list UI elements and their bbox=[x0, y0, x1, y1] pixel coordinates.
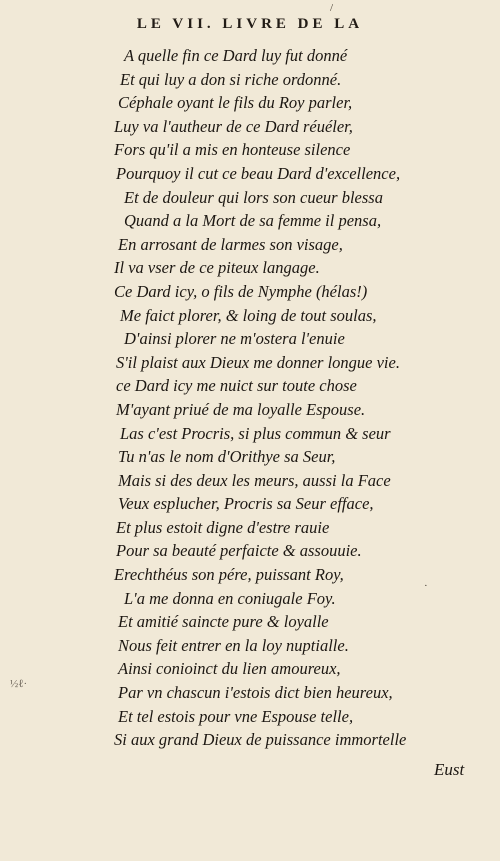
verse-line: Et qui luy a don si riche ordonné. bbox=[120, 69, 342, 89]
verse-line: Las c'est Procris, si plus commun & seur bbox=[120, 423, 391, 443]
verse-line: Céphale oyant le fils du Roy parler, bbox=[118, 93, 353, 113]
catchword: Eust bbox=[434, 760, 465, 779]
verse-line: M'ayant priué de ma loyalle Espouse. bbox=[116, 399, 366, 419]
verse-line: Ainsi conioinct du lien amoureux, bbox=[118, 659, 341, 679]
verse-line: Et plus estoit digne d'estre rauie bbox=[116, 517, 330, 537]
verse-line: Et tel estois pour vne Espouse telle, bbox=[118, 706, 354, 726]
verse-line: S'il plaist aux Dieux me donner longue vie. bbox=[116, 352, 400, 372]
verse-line: Me faict plorer, & loing de tout soulas, bbox=[120, 305, 377, 325]
verse-line: Par vn chascun i'estois dict bien heureux, bbox=[118, 683, 393, 703]
verse-line: D'ainsi plorer ne m'ostera l'enuie bbox=[124, 329, 345, 349]
margin-annotation: ½ℓ· bbox=[10, 678, 28, 690]
verse-block bbox=[114, 44, 494, 752]
verse-line: ce Dard icy me nuict sur toute chose bbox=[116, 376, 357, 396]
verse-line: Pourquoy il cut ce beau Dard d'excellence, bbox=[116, 163, 401, 183]
verse-line: Quand a la Mort de sa femme il pensa, bbox=[124, 211, 382, 231]
running-title: LE VII. LIVRE DE LA bbox=[136, 16, 364, 32]
verse-line: Fors qu'il a mis en honteuse silence bbox=[114, 140, 351, 160]
verse-line: A quelle fin ce Dard luy fut donné bbox=[124, 46, 348, 65]
verse-line: Ce Dard icy, o fils de Nymphe (hélas!) bbox=[114, 281, 368, 301]
verse-line: Et de douleur qui lors son cueur blessa bbox=[124, 187, 383, 207]
verse-line: Veux esplucher, Procris sa Seur efface, bbox=[118, 494, 374, 514]
verse-line: Tu n'as le nom d'Orithye sa Seur, bbox=[118, 447, 336, 467]
verse-line: Pour sa beauté perfaicte & assouuie. bbox=[116, 541, 362, 561]
page-top-mark: / bbox=[330, 2, 334, 14]
margin-dot: · bbox=[424, 580, 428, 592]
verse-line: Et amitié saincte pure & loyalle bbox=[118, 612, 329, 632]
verse-line: L'a me donna en coniugale Foy. bbox=[124, 588, 336, 608]
verse-line: Mais si des deux les meurs, aussi la Face bbox=[118, 470, 391, 490]
verse-line: Il va vser de ce piteux langage. bbox=[114, 258, 320, 278]
verse-line: Erechthéus son pére, puissant Roy, bbox=[114, 565, 344, 585]
verse-line: Si aux grand Dieux de puissance immortelle bbox=[114, 730, 407, 750]
verse-line: Nous feit entrer en la loy nuptialle. bbox=[118, 635, 349, 655]
verse-line: En arrosant de larmes son visage, bbox=[118, 234, 343, 254]
verse-line: Luy va l'autheur de ce Dard réuéler, bbox=[114, 116, 353, 136]
